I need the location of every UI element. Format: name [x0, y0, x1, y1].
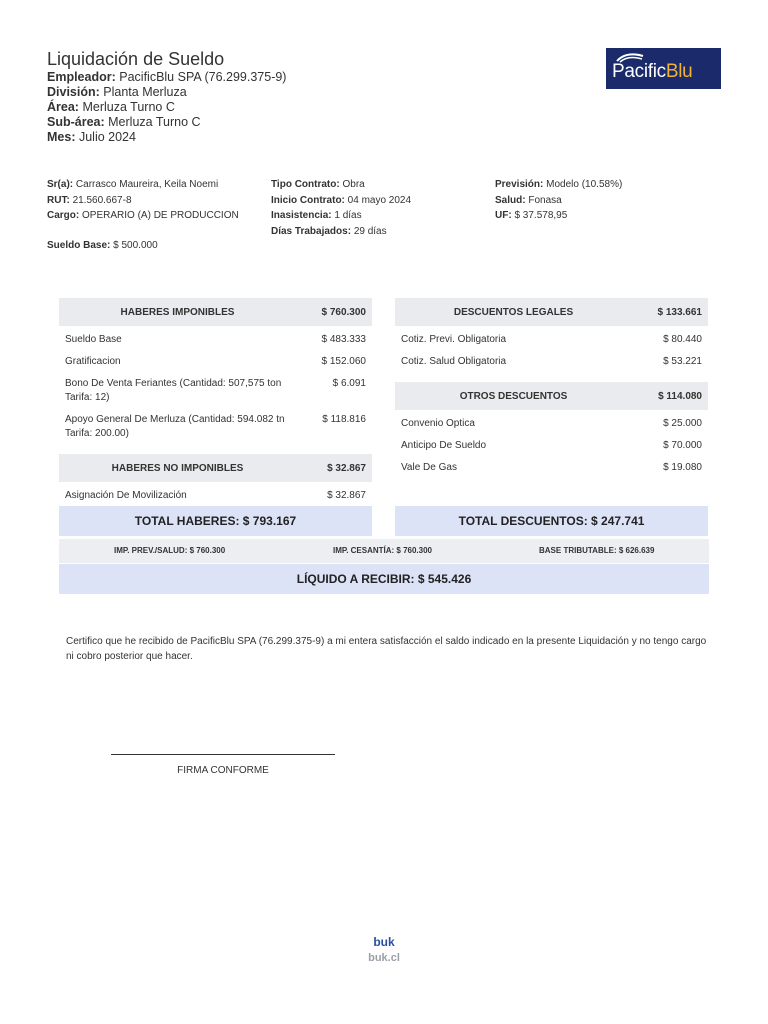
employee-col-3: Previsión: Modelo (10.58%) Salud: Fonasa UF: $ 37.578,95 [495, 179, 623, 221]
table-row: Cotiz. Previ. Obligatoria $ 80.440 [401, 334, 702, 345]
imp-prev-salud: IMP. PREV./SALUD: $ 760.300 [114, 546, 226, 555]
division-line: División: Planta Merluza [47, 85, 187, 99]
mes-line: Mes: Julio 2024 [47, 130, 136, 144]
haberes-table [59, 298, 372, 507]
table-row: Convenio Optica $ 25.000 [401, 418, 702, 429]
table-row: Apoyo General De Merluza (Cantidad: 594.082 tn Tarifa: 200.00) $ 118.816 [65, 414, 366, 439]
imponibles-strip [59, 539, 709, 563]
document-title: Liquidación de Sueldo [47, 49, 225, 69]
buk-footer [344, 935, 424, 964]
table-row: Vale De Gas $ 19.080 [401, 462, 702, 473]
empleador-line: Empleador: PacificBlu SPA (76.299.375-9) [47, 70, 287, 84]
certification-text: Certifico que he recibido de PacificBlu SPA (76.299.375-9) a mi entera satisfacción el saldo indicado en la presente Liquidación y no tengo cargo ni cobro posterior que hacer. [66, 636, 707, 662]
imp-cesantia: IMP. CESANTÍA: $ 760.300 [333, 546, 433, 555]
table-row: Anticipo De Sueldo $ 70.000 [401, 440, 702, 451]
haberes-no-imponibles-header: HABERES NO IMPONIBLES $ 32.867 [59, 454, 372, 482]
table-row: Gratificacion $ 152.060 [65, 356, 366, 367]
total-haberes: TOTAL HABERES: $ 793.167 [59, 506, 372, 536]
liquido-a-recibir: LÍQUIDO A RECIBIR: $ 545.426 [59, 564, 709, 594]
buk-url[interactable]: buk.cl [368, 952, 400, 964]
table-row: Cotiz. Salud Obligatoria $ 53.221 [401, 356, 702, 367]
table-row: Asignación De Movilización $ 32.867 [65, 490, 366, 501]
pacificblu-logo: PacificBlu [606, 48, 721, 89]
firma-conforme-label: FIRMA CONFORME [177, 765, 269, 776]
descuentos-legales-header: DESCUENTOS LEGALES $ 133.661 [395, 298, 708, 326]
haberes-imponibles-header: HABERES IMPONIBLES $ 760.300 [59, 298, 372, 326]
area-line: Área: Merluza Turno C [47, 100, 175, 114]
employee-col-1: Sr(a): Carrasco Maureira, Keila Noemi RUT: 21.560.667-8 Cargo: OPERARIO (A) DE PRODUCCION Sueldo Base: $ 500.000 [47, 179, 239, 251]
employee-col-2: Tipo Contrato: Obra Inicio Contrato: 04 mayo 2024 Inasistencia: 1 días Días Trabajados: 29 días [271, 179, 412, 237]
signature-line [111, 754, 335, 755]
table-row: Bono De Venta Feriantes (Cantidad: 507,575 ton Tarifa: 12) $ 6.091 [65, 378, 366, 403]
table-row: Sueldo Base $ 483.333 [65, 334, 366, 345]
base-tributable: BASE TRIBUTABLE: $ 626.639 [539, 546, 655, 555]
otros-descuentos-header: OTROS DESCUENTOS $ 114.080 [395, 382, 708, 410]
subarea-line: Sub-área: Merluza Turno C [47, 115, 201, 129]
buk-logo: buk [373, 935, 395, 949]
total-descuentos: TOTAL DESCUENTOS: $ 247.741 [395, 506, 708, 536]
descuentos-table [395, 298, 708, 479]
header-info [47, 70, 286, 145]
